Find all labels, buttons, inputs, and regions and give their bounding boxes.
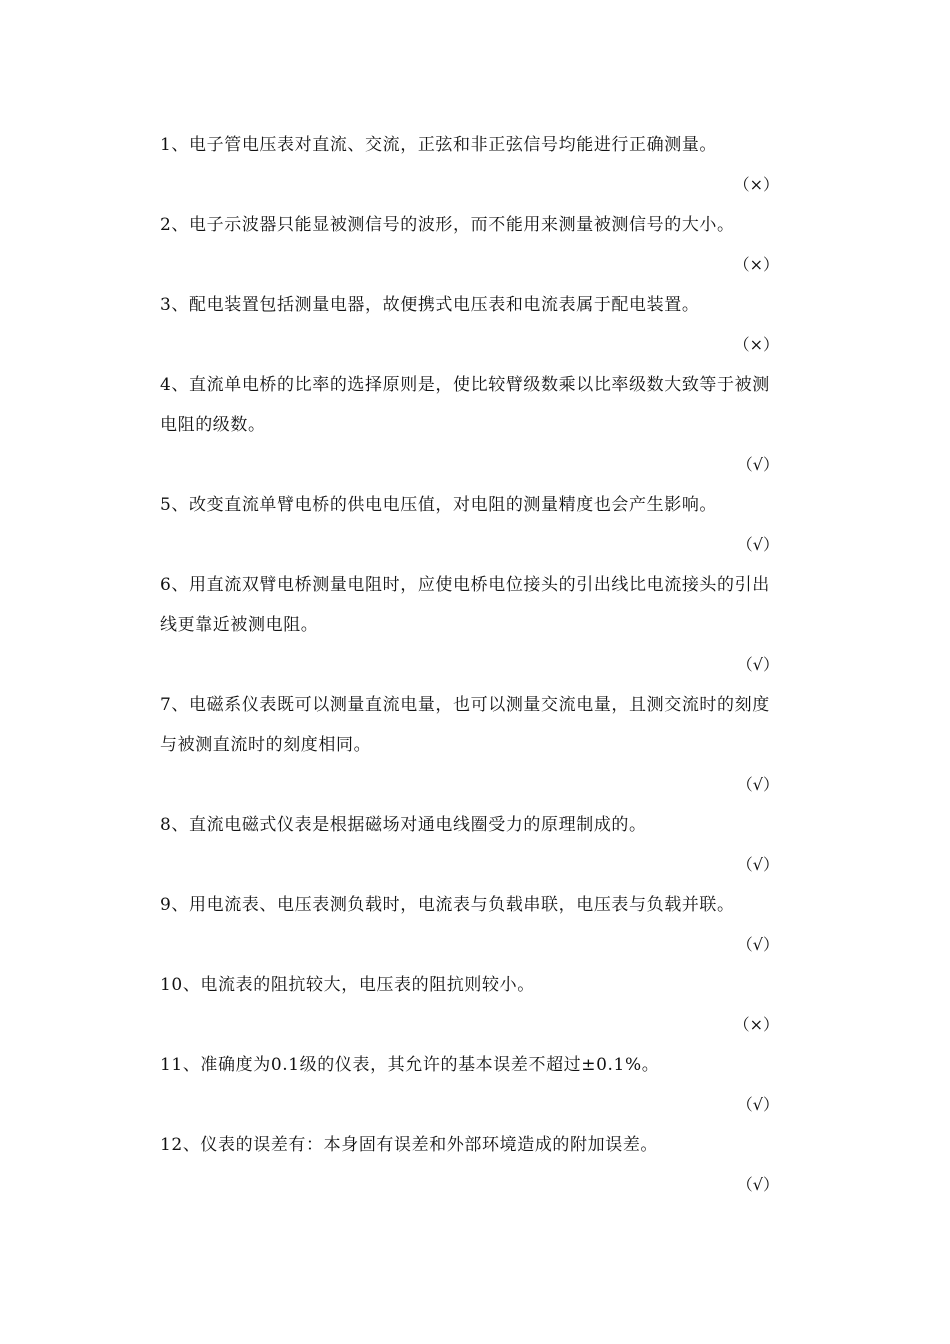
question-answer: （×） <box>733 1015 779 1034</box>
question-answer: （√） <box>736 535 779 554</box>
question-answer: （×） <box>733 255 779 274</box>
question-item <box>160 205 785 285</box>
question-text: 4、直流单电桥的比率的选择原则是，使比较臂级数乘以比率级数大致等于被测电阻的级数。 <box>160 375 770 435</box>
question-answer: （√） <box>736 455 779 474</box>
question-text: 11、准确度为0.1级的仪表，其允许的基本误差不超过±0.1%。 <box>160 1055 660 1075</box>
question-answer: （×） <box>733 335 779 354</box>
question-answer: （×） <box>733 175 779 194</box>
question-answer: （√） <box>736 655 779 674</box>
question-item <box>160 685 785 805</box>
question-item <box>160 885 785 965</box>
question-item <box>160 285 785 365</box>
question-text: 7、电磁系仪表既可以测量直流电量，也可以测量交流电量，且测交流时的刻度与被测直流时的刻度相同。 <box>160 695 770 755</box>
question-item <box>160 1045 785 1125</box>
question-answer: （√） <box>736 1095 779 1114</box>
question-text: 9、用电流表、电压表测负载时，电流表与负载串联，电压表与负载并联。 <box>160 895 735 915</box>
question-answer: （√） <box>736 1175 779 1194</box>
question-item <box>160 485 785 565</box>
question-text: 10、电流表的阻抗较大，电压表的阻抗则较小。 <box>160 975 535 995</box>
question-text: 2、电子示波器只能显被测信号的波形，而不能用来测量被测信号的大小。 <box>160 215 735 235</box>
question-item <box>160 1125 785 1205</box>
question-item <box>160 565 785 685</box>
question-item <box>160 125 785 205</box>
question-item <box>160 805 785 885</box>
question-text: 8、直流电磁式仪表是根据磁场对通电线圈受力的原理制成的。 <box>160 815 647 835</box>
question-text: 12、仪表的误差有：本身固有误差和外部环境造成的附加误差。 <box>160 1135 659 1155</box>
question-answer: （√） <box>736 775 779 794</box>
question-text: 6、用直流双臂电桥测量电阻时，应使电桥电位接头的引出线比电流接头的引出线更靠近被测电阻。 <box>160 575 770 635</box>
question-item <box>160 965 785 1045</box>
question-list <box>160 125 785 1205</box>
question-answer: （√） <box>736 855 779 874</box>
question-text: 1、电子管电压表对直流、交流，正弦和非正弦信号均能进行正确测量。 <box>160 135 718 155</box>
question-item <box>160 365 785 485</box>
question-text: 5、改变直流单臂电桥的供电电压值，对电阻的测量精度也会产生影响。 <box>160 495 718 515</box>
question-answer: （√） <box>736 935 779 954</box>
question-text: 3、配电装置包括测量电器，故便携式电压表和电流表属于配电装置。 <box>160 295 700 315</box>
